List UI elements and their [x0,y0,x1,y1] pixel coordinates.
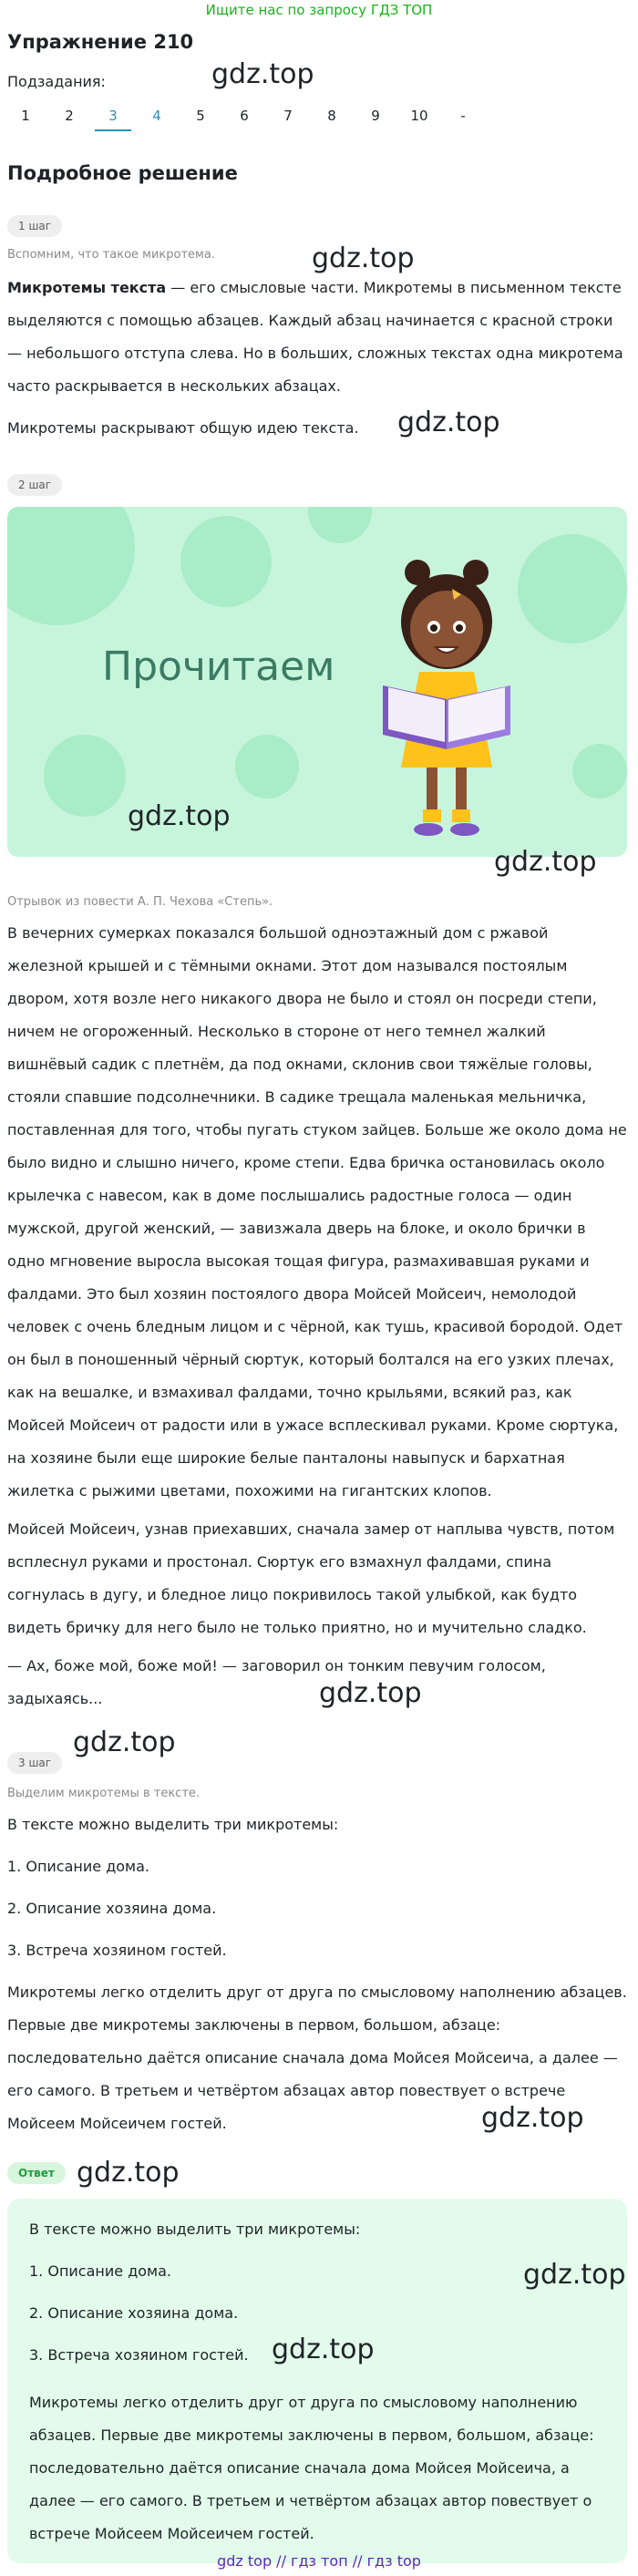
tab-more[interactable]: - [460,108,466,124]
text-line: встрече Мойсеем Мойсеичем гостей. [29,2525,314,2542]
story-line: фалдами. Это был хозяин постоялого двора Мойсей Мойсеич, немолодой [7,1285,577,1303]
story-line: двором, хотя возле него никакого двора не было и стоял он посреди степи, [7,990,597,1007]
text-line: абзацев. Первые две микротемы заключены в первом, большом, абзаце: [29,2427,594,2444]
text-line: последовательно даётся описание сначала дома Мойсея Мойсеича, а далее — [7,2049,618,2066]
top-banner-link[interactable]: Ищите нас по запросу ГДЗ ТОП [205,2,433,18]
watermark: gdz.top [77,2157,180,2189]
term-bold: Микротемы текста [7,279,167,296]
answer-lead: В тексте можно выделить три микротемы: [29,2221,361,2238]
story-line: задыхаясь... [7,1690,103,1707]
step-3-item: 3. Встреча хозяином гостей. [7,1942,227,1959]
story-line: как на вешалке, и взмахивал фалдами, точно крыльями, всякий раз, как [7,1384,572,1401]
story-line: — Ах, боже мой, боже мой! — заговорил он тонким певучим голосом, [7,1657,546,1674]
step-3-item: 1. Описание дома. [7,1858,150,1875]
text-line: Микротемы легко отделить друг от друга по смысловому наполнению абзацев. [7,1984,627,2001]
story-line: крылечка с навесом, как в доме послышались радостные голоса — один [7,1187,572,1204]
tab-3[interactable]: 3 [95,102,131,131]
story-line: вишнёвый садик с плетнём, да под окнами, склонив свои тяжёлые головы, [7,1056,592,1073]
step-2-pill: 2 шаг [7,474,62,496]
story-line: он был в поношенный чёрный сюртук, который болтался на его узких плечах, [7,1351,614,1368]
text-line: — его смысловые части. Микротемы в письменном тексте [166,279,622,296]
step-3-lead: В тексте можно выделить три микротемы: [7,1816,339,1833]
subtasks-label: Подзадания: [7,73,106,90]
step-1-hint: Вспомним, что такое микротема. [7,248,215,262]
footer-links[interactable]: gdz top // гдз топ // гдз top [217,2552,421,2570]
step-3-pill: 3 шаг [7,1752,62,1774]
watermark: gdz.top [128,800,231,832]
story-line: стояли спавшие подсолнечники. В садике трещала маленькая мельничка, [7,1088,587,1106]
text-line: Первые две микротемы заключены в первом, большом, абзаце: [7,2016,501,2034]
story-line: согнулась в дугу, и бледное лицо покривилось такой улыбкой, как будто [7,1586,578,1603]
watermark: gdz.top [272,2334,375,2365]
story-line: жилетка с рыжими цветами, похожими на гигантских клопов. [7,1482,492,1499]
story-line: Мойсей Мойсеич, узнав приехавших, сначала замер от наплыва чувств, потом [7,1520,615,1538]
story-text [7,917,627,1716]
tab-8[interactable]: 8 [327,108,336,124]
answer-box [7,2199,627,2563]
subtask-tabs [7,102,481,139]
tab-2[interactable]: 2 [65,108,74,124]
watermark: gdz.top [523,2259,626,2291]
step-1-paragraph [7,272,627,403]
step-3-item: 2. Описание хозяина дома. [7,1900,217,1917]
section-title: Подробное решение [7,162,238,184]
tab-9[interactable]: 9 [371,108,380,124]
step-3-hint: Выделим микротемы в тексте. [7,1787,201,1800]
watermark: gdz.top [312,242,415,274]
text-line: Микротемы легко отделить друг от друга по смысловому наполнению [29,2394,578,2411]
tab-7[interactable]: 7 [283,108,293,124]
tab-6[interactable]: 6 [240,108,249,124]
answer-pill: Ответ [7,2162,66,2184]
source-caption: Отрывок из повести А. П. Чехова «Степь». [7,895,273,909]
story-line: на хозяине были еще широкие белые панталоны навыпуск и бархатная [7,1449,565,1467]
watermark: gdz.top [211,58,314,90]
tab-5[interactable]: 5 [196,108,205,124]
story-line: было видно и слышно ничего, кроме степи. Едва бричка остановилась около [7,1154,605,1171]
text-line: — небольшого отступа слева. Но в больших, сложных текстах одна микротема [7,345,623,362]
story-line: одно мгновение выросла высокая тощая фигура, размахивавшая руками и [7,1252,590,1270]
watermark: gdz.top [73,1726,176,1758]
story-line: ничем не огороженный. Несколько в стороне от него темнел жалкий [7,1023,546,1040]
text-line: часто раскрывается в нескольких абзацах. [7,377,341,395]
answer-item: 3. Встреча хозяином гостей. [29,2346,249,2364]
story-line: поставленная для того, чтобы пугать стуком зайцев. Больше же около дома не [7,1121,627,1139]
step-1-paragraph-2: Микротемы раскрывают общую идею текста. [7,419,359,437]
answer-item: 2. Описание хозяина дома. [29,2304,239,2322]
tab-4[interactable]: 4 [152,108,161,124]
tab-10[interactable]: 10 [410,108,428,124]
text-line: выделяются с помощью абзацев. Каждый абзац начинается с красной строки [7,312,613,329]
story-line: всплеснул руками и простонал. Сюртук его взмахнул фалдами, спина [7,1553,552,1571]
watermark: gdz.top [481,2102,584,2134]
answer-paragraph [29,2386,612,2550]
story-line: Мойсей Мойсеич от радости или в ужасе всплескивал руками. Кроме сюртука, [7,1417,619,1434]
step-1-pill: 1 шаг [7,215,62,237]
text-line: далее — его самого. В третьем и четвёртом абзацах автор повествует о [29,2492,592,2509]
answer-item: 1. Описание дома. [29,2262,172,2280]
story-line: человек с очень бледным лицом и с чёрной, как тушь, красивой бородой. Одет [7,1318,623,1335]
story-line: мужской, другой женский, — завизжала дверь на блоке, и около брички в [7,1220,586,1237]
story-line: видеть бричку для него было не только приятно, но и мучительно сладко. [7,1619,587,1636]
watermark: gdz.top [319,1677,422,1709]
story-line: железной крышей и с тёмными окнами. Этот дом назывался постоялым [7,957,568,974]
page-title: Упражнение 210 [7,31,194,53]
girl-reading-illustration [365,540,529,850]
read-banner [7,507,627,857]
watermark: gdz.top [397,407,500,438]
story-line: В вечерних сумерках показался большой одноэтажный дом с ржавой [7,924,549,942]
tab-1[interactable]: 1 [21,108,30,124]
text-line: его самого. В третьем и четвёртом абзацах автор повествует о встрече [7,2082,566,2099]
text-line: Мойсеем Мойсеичем гостей. [7,2115,227,2132]
text-line: последовательно даётся описание сначала дома Мойсея Мойсеича, а [29,2459,570,2477]
banner-text: Прочитаем [102,644,335,690]
watermark: gdz.top [494,846,597,878]
